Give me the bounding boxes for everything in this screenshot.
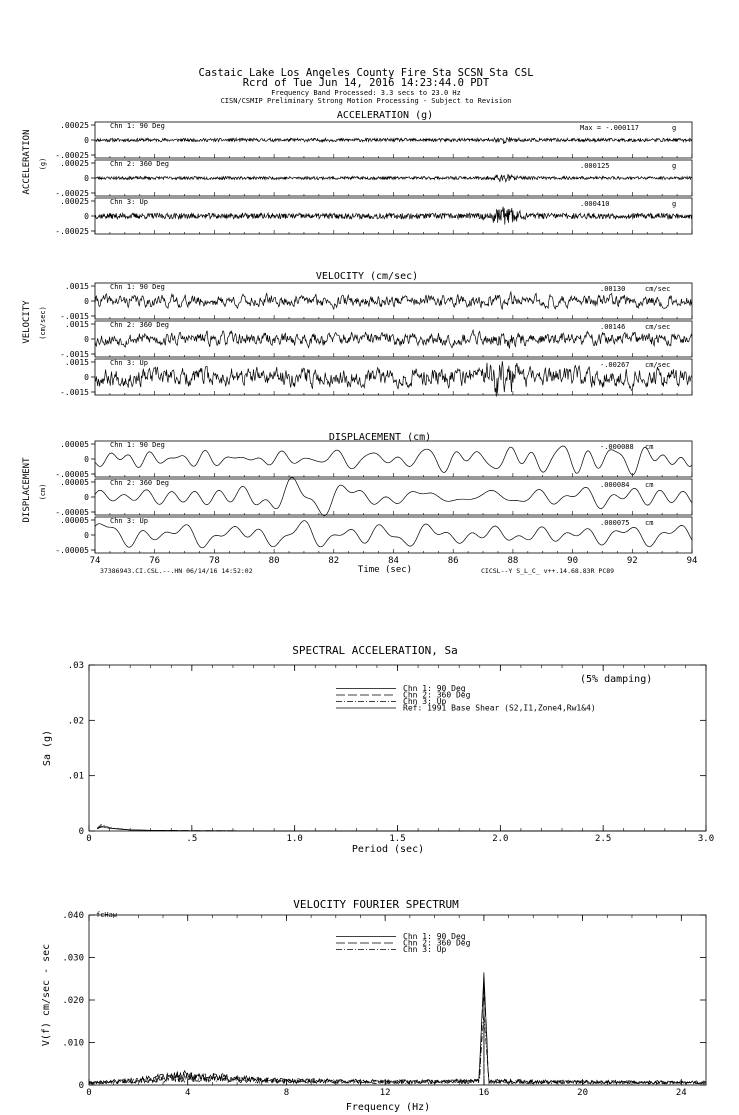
waveform-vel-2 — [95, 330, 692, 348]
channel-name: Chn 1: 90 Deg — [110, 283, 165, 291]
time-tick-label: 90 — [567, 556, 579, 566]
unit-label-disp: (cm) — [39, 483, 47, 501]
channel-unit: cm — [645, 443, 654, 451]
y-tick-label: 0 — [84, 174, 89, 183]
x-tick-label: 0 — [86, 834, 92, 844]
channel-unit: g — [672, 162, 677, 170]
time-tick-label: 76 — [149, 556, 161, 566]
sa-damping-note: (5% damping) — [580, 674, 653, 685]
legend-label: Ref: 1991 Base Shear (S2,I1,Zone4,Rw1&4) — [403, 703, 596, 713]
panel-disp — [22, 432, 692, 555]
channel-unit: cm — [645, 519, 654, 527]
y-tick-label: .00005 — [60, 478, 89, 487]
x-tick-label: 2.0 — [492, 834, 509, 844]
y-tick-label: .030 — [62, 953, 84, 964]
series-line-1 — [97, 826, 706, 831]
panel-acc — [22, 110, 692, 236]
channel-unit: cm/sec — [645, 285, 671, 293]
x-tick-label: 4 — [185, 1088, 191, 1098]
channel-name: Chn 2: 360 Deg — [110, 479, 170, 487]
channel-vel-2 — [60, 320, 692, 359]
channel-name: Chn 2: 360 Deg — [110, 321, 170, 329]
series-line-1 — [89, 972, 706, 1085]
y-tick-label: 0 — [84, 297, 89, 306]
side-label-vel: VELOCITY — [22, 300, 32, 344]
legend-label: Chn 2: 360 Deg — [403, 938, 471, 948]
y-tick-label: .00005 — [60, 440, 89, 449]
fs-tag: fcHaw — [96, 911, 118, 919]
y-tick-label: 0 — [84, 373, 89, 382]
x-tick-label: 3.0 — [697, 834, 715, 844]
x-tick-label: 2.5 — [595, 834, 612, 844]
time-tick-label: 94 — [686, 556, 698, 566]
y-tick-label: 0 — [84, 335, 89, 344]
y-tick-label: -.0015 — [60, 312, 89, 321]
y-tick-label: .02 — [67, 716, 84, 727]
series-line-2 — [89, 983, 706, 1085]
channel-peak: -.000088 — [600, 443, 634, 451]
y-tick-label: .020 — [62, 996, 84, 1006]
channel-peak: .000075 — [600, 519, 630, 527]
y-tick-label: -.00025 — [55, 227, 89, 236]
x-tick-label: 16 — [478, 1088, 490, 1098]
x-tick-label: 24 — [675, 1088, 687, 1098]
y-tick-label: .00025 — [60, 197, 89, 206]
legend-label: Chn 1: 90 Deg — [403, 932, 466, 941]
channel-name: Chn 2: 360 Deg — [110, 160, 170, 168]
time-tick-label: 84 — [388, 556, 399, 566]
y-tick-label: 0 — [78, 827, 84, 837]
channel-unit: g — [672, 124, 677, 132]
time-tick-label: 80 — [268, 556, 280, 566]
processing-version: CICSL--Y S_L_C_ v++.14.68.83R PC89 — [481, 567, 615, 575]
x-tick-label: 1.0 — [286, 834, 303, 844]
y-tick-label: .0015 — [64, 282, 89, 291]
fs-y-axis-label: V(f) cm/sec - sec — [41, 943, 52, 1047]
y-tick-label: .03 — [67, 661, 84, 671]
time-tick-label: 82 — [328, 556, 340, 566]
channel-unit: g — [672, 200, 677, 208]
y-tick-label: 0 — [84, 455, 89, 464]
panel-title-vel: VELOCITY (cm/sec) — [315, 271, 419, 282]
x-tick-label: 8 — [283, 1088, 290, 1098]
waveform-vel-1 — [95, 292, 692, 310]
y-tick-label: .00025 — [60, 159, 89, 168]
channel-name: Chn 1: 90 Deg — [110, 122, 165, 130]
channel-disp-1 — [55, 440, 692, 479]
record-time: Rcrd of Tue Jun 14, 2016 14:23:44.0 PDT — [242, 77, 490, 89]
unit-label-vel: (cm/sec) — [39, 306, 47, 340]
y-tick-label: -.0015 — [60, 388, 89, 397]
time-series-footer — [100, 565, 614, 575]
channel-peak: .000125 — [580, 162, 610, 170]
y-tick-label: .00005 — [60, 516, 89, 525]
time-tick-label: 92 — [626, 556, 638, 566]
fs-title: VELOCITY FOURIER SPECTRUM — [293, 898, 459, 911]
x-tick-label: 0 — [86, 1088, 92, 1098]
y-tick-label: .0015 — [64, 320, 89, 329]
legend-label: Chn 3: Up — [403, 697, 447, 706]
y-tick-label: .010 — [62, 1038, 84, 1049]
y-tick-label: -.0015 — [60, 350, 89, 359]
panel-title-acc: ACCELERATION (g) — [336, 110, 434, 121]
plot-frame — [89, 915, 706, 1085]
plot-frame — [89, 665, 706, 831]
y-tick-label: .01 — [67, 771, 84, 782]
channel-acc-3 — [55, 197, 692, 236]
channel-name: Chn 1: 90 Deg — [110, 441, 165, 449]
channel-name: Chn 3: Up — [110, 517, 148, 525]
waveform-acc-1 — [95, 137, 692, 144]
y-tick-label: -.00005 — [55, 546, 89, 555]
waveform-acc-2 — [95, 175, 692, 183]
x-tick-label: .5 — [186, 834, 198, 844]
channel-peak: Max = -.000117 — [580, 124, 640, 132]
channel-peak: .000410 — [580, 200, 610, 208]
x-tick-label: 1.5 — [389, 834, 406, 844]
unit-label-acc: (g) — [39, 157, 47, 171]
series-line-2 — [97, 827, 706, 831]
series-line-3 — [97, 824, 706, 831]
time-axis-label: Time (sec) — [357, 565, 413, 575]
channel-unit: cm — [645, 481, 654, 489]
channel-peak: .000084 — [600, 481, 630, 489]
station-title: Castaic Lake Los Angeles County Fire Sta SCSN Sta CSL — [198, 67, 534, 79]
y-tick-label: 0 — [84, 493, 89, 502]
side-label-acc: ACCELERATION — [22, 129, 32, 195]
waveform-acc-3 — [95, 207, 692, 225]
channel-unit: cm/sec — [645, 323, 671, 331]
legend-label: Chn 1: 90 Deg — [403, 684, 466, 693]
channel-disp-2 — [55, 477, 692, 517]
y-tick-label: .00025 — [60, 121, 89, 130]
y-tick-label: -.00025 — [55, 189, 89, 198]
record-id: 37386943.CI.CSL.--.HN 06/14/16 14:52:02 — [100, 567, 253, 575]
legend-label: Chn 3: Up — [403, 945, 447, 954]
y-tick-label: .040 — [62, 911, 84, 921]
panel-title-disp: DISPLACEMENT (cm) — [328, 432, 432, 443]
y-tick-label: .0015 — [64, 358, 89, 367]
y-tick-label: 0 — [84, 212, 89, 221]
channel-unit: cm/sec — [645, 361, 671, 369]
channel-name: Chn 3: Up — [110, 359, 148, 367]
channel-disp-3 — [55, 516, 692, 555]
y-tick-label: -.00025 — [55, 151, 89, 160]
panel-vel — [22, 271, 692, 397]
channel-acc-2 — [55, 159, 692, 198]
time-tick-label: 88 — [507, 556, 519, 566]
time-tick-label: 86 — [447, 556, 459, 566]
x-tick-label: 20 — [577, 1088, 589, 1098]
channel-vel-3 — [60, 358, 692, 397]
spectral-acceleration-chart — [42, 644, 714, 855]
side-label-disp: DISPLACEMENT — [22, 457, 32, 523]
channel-peak: -.00267 — [600, 361, 630, 369]
sa-y-axis-label: Sa (g) — [42, 729, 53, 767]
y-tick-label: 0 — [84, 531, 89, 540]
channel-acc-1 — [55, 121, 692, 160]
y-tick-label: 0 — [78, 1081, 84, 1091]
time-tick-label: 78 — [208, 556, 220, 566]
fs-x-axis-label: Frequency (Hz) — [345, 1102, 431, 1113]
legend-label: Chn 2: 360 Deg — [403, 690, 471, 700]
velocity-fourier-spectrum-chart — [41, 898, 706, 1113]
report-header — [198, 67, 533, 105]
sa-x-axis-label: Period (sec) — [351, 844, 425, 855]
channel-peak: .00146 — [600, 323, 626, 331]
x-tick-label: 12 — [379, 1088, 391, 1098]
y-tick-label: -.00005 — [55, 508, 89, 517]
y-tick-label: 0 — [84, 136, 89, 145]
channel-peak: .00130 — [600, 285, 626, 293]
y-tick-label: -.00005 — [55, 470, 89, 479]
time-series-plots — [22, 110, 697, 566]
series-line-3 — [89, 1013, 706, 1085]
time-tick-label: 74 — [89, 556, 101, 566]
sa-title: SPECTRAL ACCELERATION, Sa — [292, 644, 458, 657]
processing-note: CISN/CSMIP Preliminary Strong Motion Processing - Subject to Revision — [220, 97, 512, 105]
frequency-band: Frequency Band Processed: 3.3 secs to 23.0 Hz — [271, 89, 461, 97]
channel-vel-1 — [60, 282, 692, 321]
channel-name: Chn 3: Up — [110, 198, 148, 206]
